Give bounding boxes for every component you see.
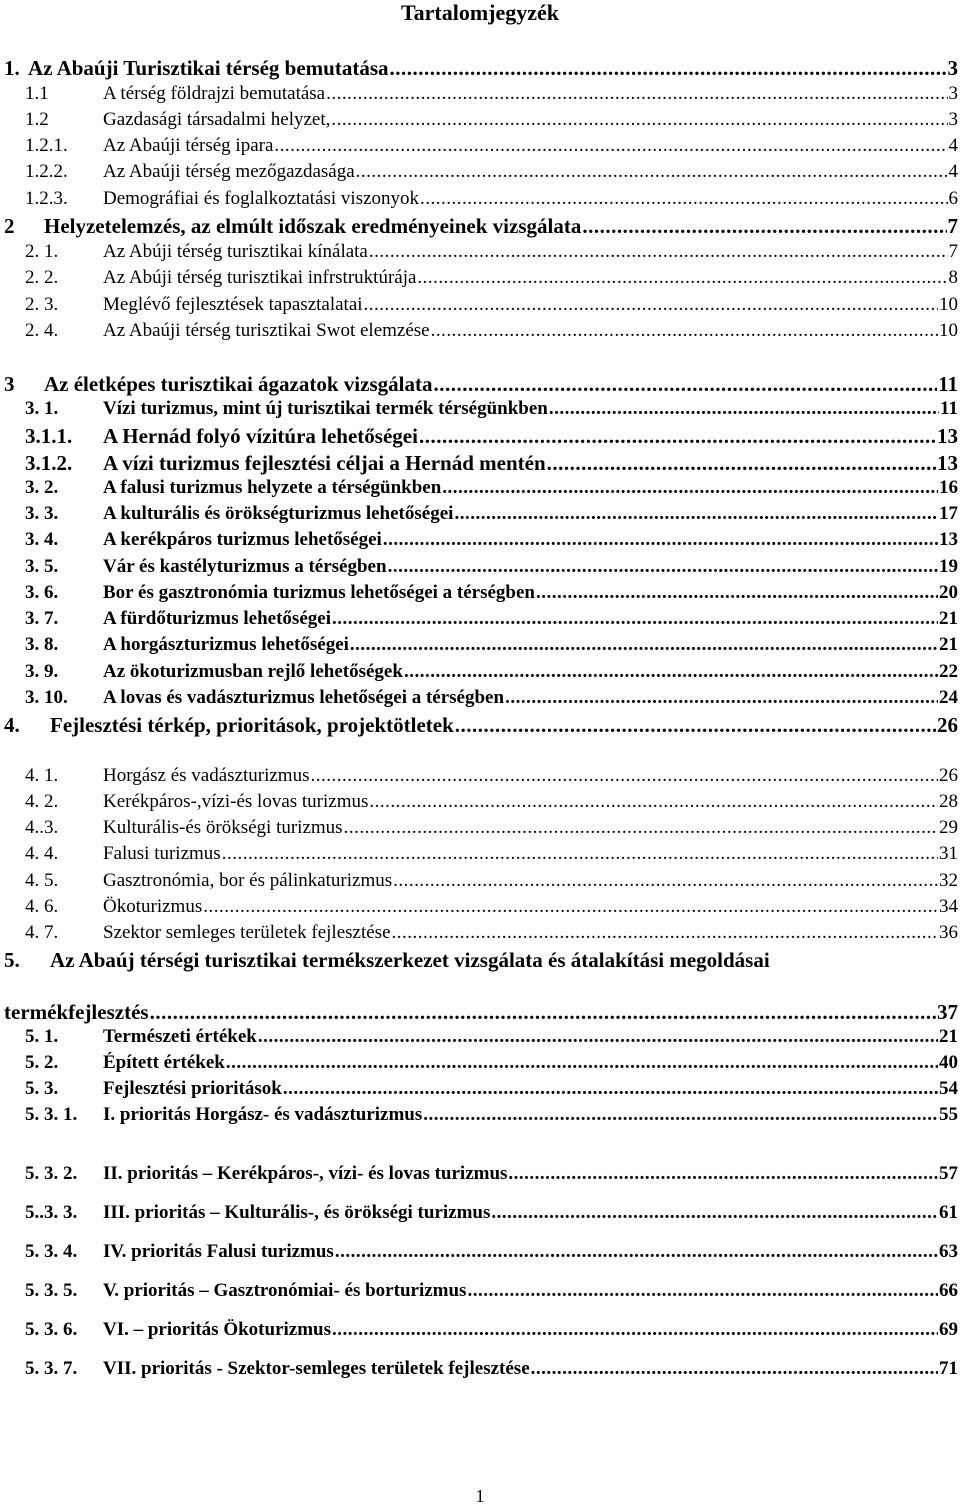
toc-entry-number: 4. 7. (25, 922, 59, 943)
toc-entry-page: 24 (939, 687, 958, 708)
toc-entry-text: A horgászturizmus lehetőségei (103, 634, 349, 655)
dot-leader (356, 161, 948, 183)
toc-entry-page: 11 (940, 398, 958, 419)
page-number: 1 (475, 1486, 485, 1506)
toc-entry-number: 4. 5. (25, 870, 59, 891)
toc-entry-page: 19 (939, 556, 958, 577)
toc-entry-text: Az Abaúj térségi turisztikai termékszerkezet vizsgálata és átalakítási megoldásai (50, 948, 770, 972)
toc-entry-number: 5. 3. (25, 1078, 59, 1099)
toc-entry[interactable] (4, 1000, 958, 1025)
toc-entry-text: A falusi turizmus helyzete a térségünkben (103, 477, 442, 498)
toc-entry-text: A vízi turizmus fejlesztési céljai a Hernád mentén (103, 451, 546, 475)
toc-entry-text: VII. prioritás - Szektor-semleges területek fejlesztése (103, 1358, 530, 1379)
toc-entry-number: 3.1.2. (25, 451, 73, 475)
toc-entry-text: Kerékpáros-,vízi-és lovas turizmus (103, 791, 369, 812)
toc-entry[interactable] (25, 791, 958, 813)
dot-leader (505, 687, 938, 709)
toc-entry-page: 13 (939, 529, 958, 550)
dot-leader (222, 843, 938, 865)
dot-leader (332, 608, 938, 630)
toc-entry-text: Az életképes turisztikai ágazatok vizsgálata (44, 372, 433, 396)
toc-entry-page: 4 (948, 135, 958, 156)
toc-entry-text: Fejlesztési prioritások (103, 1078, 282, 1099)
dot-leader (283, 1078, 938, 1100)
toc-entry-number: 3.1.1. (25, 424, 73, 448)
toc-entry-text: Az Abaúji Turisztikai térség bemutatása (28, 56, 389, 80)
toc-entry-text: Az Abúji térség turisztikai infrstruktúrája (103, 267, 417, 288)
toc-entry-text: I. prioritás Horgász- és vadászturizmus (103, 1104, 423, 1125)
toc-entry[interactable] (25, 424, 958, 449)
toc-entry-text: V. prioritás – Gasztronómiai- és borturizmus (103, 1280, 467, 1301)
toc-entry-number: 3. 4. (25, 529, 59, 550)
toc-entry-text: Az Abúji térség turisztikai kínálata (103, 241, 368, 262)
dot-leader (392, 922, 938, 944)
toc-entry[interactable] (25, 320, 958, 342)
toc-entry-text: Gazdasági társadalmi helyzet, (103, 109, 331, 130)
toc-entry-text: III. prioritás – Kulturális-, és örökségi turizmus (103, 1202, 491, 1223)
toc-entry-text: A kulturális és örökségturizmus lehetőségei (103, 503, 454, 524)
toc-entry-number: 5. 3. 5. (25, 1280, 78, 1301)
toc-entry-page: 37 (937, 1000, 958, 1024)
toc-entry-page: 7 (947, 214, 958, 238)
toc-entry-number: 1.2.3. (25, 188, 68, 209)
toc-entry-page: 7 (948, 241, 958, 262)
toc-entry-page: 10 (939, 294, 958, 315)
toc-entry-number: 2 (4, 214, 15, 238)
dot-leader (536, 582, 938, 604)
toc-entry[interactable] (25, 451, 958, 476)
toc-entry-page: 29 (939, 817, 958, 838)
toc-entry-page: 3 (947, 56, 958, 80)
toc-entry-number: 1.2.1. (25, 135, 68, 156)
toc-entry-page: 6 (948, 188, 958, 209)
toc-entry-page: 54 (939, 1078, 958, 1099)
toc-entry-page: 26 (939, 765, 958, 786)
dot-leader (326, 83, 947, 105)
toc-entry-number: 5. 3. 7. (25, 1358, 78, 1379)
toc-entry-number: 5. 3. 1. (25, 1104, 78, 1125)
toc-entry-text: IV. prioritás Falusi turizmus (103, 1241, 334, 1262)
dot-leader (467, 1280, 938, 1302)
toc-entry-page: 32 (939, 870, 958, 891)
toc-entry[interactable] (25, 1280, 958, 1302)
toc-entry-page: 34 (939, 896, 958, 917)
toc-entry-page: 66 (939, 1280, 958, 1301)
toc-entry[interactable] (25, 1026, 958, 1048)
dot-leader (433, 372, 937, 397)
toc-entry-page: 13 (937, 451, 958, 475)
toc-entry[interactable] (25, 1319, 958, 1341)
dot-leader (547, 451, 936, 476)
toc-entry-page: 55 (939, 1104, 958, 1125)
toc-entry[interactable] (25, 870, 958, 892)
toc-entry-page: 31 (939, 843, 958, 864)
toc-entry-number: 1.1 (25, 83, 49, 104)
toc-entry-number: 5. 2. (25, 1052, 59, 1073)
toc-entry[interactable] (25, 582, 958, 604)
toc-entry-text: VI. – prioritás Ökoturizmus (103, 1319, 331, 1340)
toc-entry-text: Ökoturizmus (103, 896, 203, 917)
dot-leader (390, 56, 947, 81)
toc-entry[interactable] (25, 1241, 958, 1263)
toc-entry-text: A lovas és vadászturizmus lehetőségei a térségben (103, 687, 505, 708)
toc-entry-number: 1. (4, 56, 20, 80)
toc-entry[interactable] (25, 843, 958, 865)
toc-entry-text: A fürdőturizmus lehetőségei (103, 608, 331, 629)
toc-entry-text: A térség földrajzi bemutatása (103, 83, 326, 104)
toc-entry-text: Gasztronómia, bor és pálinkaturizmus (103, 870, 393, 891)
toc-entry-number: 3. 10. (25, 687, 68, 708)
toc-entry-text: Kulturális-és örökségi turizmus (103, 817, 343, 838)
toc-entry-number: 1.2.2. (25, 161, 68, 182)
toc-entry[interactable] (4, 372, 958, 397)
toc-entry[interactable] (25, 896, 958, 918)
dot-leader (531, 1358, 938, 1380)
toc-entry[interactable] (25, 922, 958, 944)
toc-entry-text: Bor és gasztronómia turizmus lehetőségei a térségben (103, 582, 535, 603)
toc-entry[interactable] (25, 1052, 958, 1074)
toc-entry[interactable] (25, 398, 958, 420)
toc-entry-page: 21 (939, 608, 958, 629)
toc-entry-page: 3 (948, 109, 958, 130)
toc-entry[interactable] (25, 687, 958, 709)
toc-entry-number: 4. 4. (25, 843, 59, 864)
dot-leader (383, 529, 938, 551)
dot-leader (344, 817, 938, 839)
toc-entry[interactable] (4, 56, 958, 81)
dot-leader (150, 1000, 936, 1025)
toc-entry-text: Horgász és vadászturizmus (103, 765, 310, 786)
toc-entry-page: 3 (948, 83, 958, 104)
toc-entry-text: Természeti értékek (103, 1026, 257, 1047)
toc-entry-number: 3. 5. (25, 556, 59, 577)
toc-entry-number: 4. (4, 713, 20, 737)
toc-entry[interactable] (25, 477, 958, 499)
toc-entry-number: 5. (4, 948, 20, 972)
toc-entry-text: Helyzetelemzés, az elmúlt időszak eredményeinek vizsgálata (44, 214, 582, 238)
toc-entry-number: 3. 7. (25, 608, 59, 629)
toc-entry-text: Falusi turizmus (103, 843, 221, 864)
toc-entry-page: 36 (939, 922, 958, 943)
toc-entry[interactable] (25, 161, 958, 183)
dot-leader (454, 503, 938, 525)
toc-entry-number: 3. 1. (25, 398, 59, 419)
toc-entry-number: 5. 3. 6. (25, 1319, 78, 1340)
toc-entry[interactable] (25, 765, 958, 787)
dot-leader (369, 791, 938, 813)
toc-entry-number: 3. 8. (25, 634, 59, 655)
toc-heading-line (4, 948, 770, 973)
toc-entry-number: 3. 2. (25, 477, 59, 498)
toc-entry-number: 3. 3. (25, 503, 59, 524)
dot-leader (350, 634, 938, 656)
toc-entry[interactable] (25, 661, 958, 683)
dot-leader (455, 713, 936, 738)
toc-entry[interactable] (4, 713, 958, 738)
toc-entry-text: Szektor semleges területek fejlesztése (103, 922, 391, 943)
dot-leader (420, 188, 947, 210)
toc-entry-number: 3. 9. (25, 661, 59, 682)
toc-entry-text: Az Abaúji térség turisztikai Swot elemzése (103, 320, 430, 341)
toc-entry-text: Demográfiai és foglalkoztatási viszonyok (103, 188, 420, 209)
toc-entry-page: 8 (948, 267, 958, 288)
toc-entry-page: 40 (939, 1052, 958, 1073)
toc-entry-page: 21 (939, 1026, 958, 1047)
toc-entry-text: A Hernád folyó vízitúra lehetőségei (103, 424, 418, 448)
toc-entry-number: 4. 1. (25, 765, 59, 786)
toc-entry-number: 5. 3. 2. (25, 1163, 78, 1184)
dot-leader (431, 320, 938, 342)
toc-entry-text: Épített értékek (103, 1052, 225, 1073)
toc-entry-page: 21 (939, 634, 958, 655)
toc-entry-text: Vízi turizmus, mint új turisztikai termék térségünkben (103, 398, 548, 419)
dot-leader (491, 1202, 938, 1224)
toc-entry-text: termékfejlesztés (4, 1000, 149, 1024)
dot-leader (388, 556, 938, 578)
page-title: Tartalomjegyzék (400, 0, 560, 25)
toc-entry-number: 2. 4. (25, 320, 59, 341)
toc-entry-text: Fejlesztési térkép, prioritások, projektötletek (50, 713, 454, 737)
toc-entry[interactable] (25, 83, 958, 105)
dot-leader (226, 1052, 938, 1074)
toc-entry[interactable] (25, 1358, 958, 1380)
dot-leader (364, 294, 938, 316)
toc-entry-number: 5. 3. 4. (25, 1241, 78, 1262)
toc-entry-page: 71 (939, 1358, 958, 1379)
toc-entry-number: 2. 1. (25, 241, 59, 262)
toc-entry[interactable] (25, 1078, 958, 1100)
dot-leader (419, 424, 936, 449)
dot-leader (582, 214, 946, 239)
toc-entry[interactable] (25, 135, 958, 157)
toc-entry-page: 61 (939, 1202, 958, 1223)
dot-leader (404, 661, 938, 683)
toc-entry-page: 69 (939, 1319, 958, 1340)
dot-leader (335, 1241, 938, 1263)
toc-entry[interactable] (25, 267, 958, 289)
toc-entry-text: Meglévő fejlesztések tapasztalatai (103, 294, 363, 315)
dot-leader (508, 1163, 938, 1185)
toc-entry-page: 13 (937, 424, 958, 448)
toc-entry[interactable] (25, 556, 958, 578)
toc-entry-page: 11 (938, 372, 958, 396)
toc-entry-page: 16 (939, 477, 958, 498)
dot-leader (369, 241, 948, 263)
dot-leader (203, 896, 938, 918)
dot-leader (417, 267, 947, 289)
toc-entry-number: 4. 2. (25, 791, 59, 812)
toc-entry[interactable] (25, 241, 958, 263)
toc-entry-page: 57 (939, 1163, 958, 1184)
toc-entry-page: 63 (939, 1241, 958, 1262)
toc-entry-text: Az Abaúji térség ipara (103, 135, 274, 156)
toc-entry-text: Az ökoturizmusban rejlő lehetőségek (103, 661, 403, 682)
dot-leader (331, 109, 947, 131)
toc-entry[interactable] (25, 608, 958, 630)
toc-entry[interactable] (25, 294, 958, 316)
toc-entry-page: 20 (939, 582, 958, 603)
toc-entry-text: Az Abaúji térség mezőgazdasága (103, 161, 355, 182)
toc-entry-page: 26 (937, 713, 958, 737)
toc-entry-number: 5. 1. (25, 1026, 59, 1047)
toc-entry-text: Vár és kastélyturizmus a térségben (103, 556, 387, 577)
toc-entry-text: A kerékpáros turizmus lehetőségei (103, 529, 382, 550)
toc-entry-number: 2. 2. (25, 267, 59, 288)
toc-entry[interactable] (25, 1104, 958, 1126)
toc-entry[interactable] (25, 1163, 958, 1185)
dot-leader (423, 1104, 938, 1126)
toc-entry-number: 2. 3. (25, 294, 59, 315)
toc-entry[interactable] (25, 503, 958, 525)
toc-entry-text: II. prioritás – Kerékpáros-, vízi- és lovas turizmus (103, 1163, 508, 1184)
toc-entry-number: 5..3. 3. (25, 1202, 78, 1223)
toc-entry-number: 3. 6. (25, 582, 59, 603)
toc-entry[interactable] (25, 109, 958, 131)
toc-entry[interactable] (25, 188, 958, 210)
toc-entry-page: 4 (948, 161, 958, 182)
dot-leader (393, 870, 938, 892)
toc-entry-number: 1.2 (25, 109, 49, 130)
toc-entry[interactable] (4, 214, 958, 239)
dot-leader (274, 135, 947, 157)
toc-entry-number: 4..3. (25, 817, 59, 838)
dot-leader (549, 398, 939, 420)
dot-leader (258, 1026, 938, 1048)
toc-entry[interactable] (25, 529, 958, 551)
toc-entry[interactable] (25, 634, 958, 656)
dot-leader (310, 765, 938, 787)
toc-entry-number: 4. 6. (25, 896, 59, 917)
dot-leader (332, 1319, 938, 1341)
toc-entry[interactable] (25, 817, 958, 839)
dot-leader (442, 477, 938, 499)
toc-entry-page: 28 (939, 791, 958, 812)
toc-entry[interactable] (25, 1202, 958, 1224)
toc-entry-page: 10 (939, 320, 958, 341)
toc-entry-page: 22 (939, 661, 958, 682)
toc-entry-page: 17 (939, 503, 958, 524)
toc-entry-number: 3 (4, 372, 15, 396)
